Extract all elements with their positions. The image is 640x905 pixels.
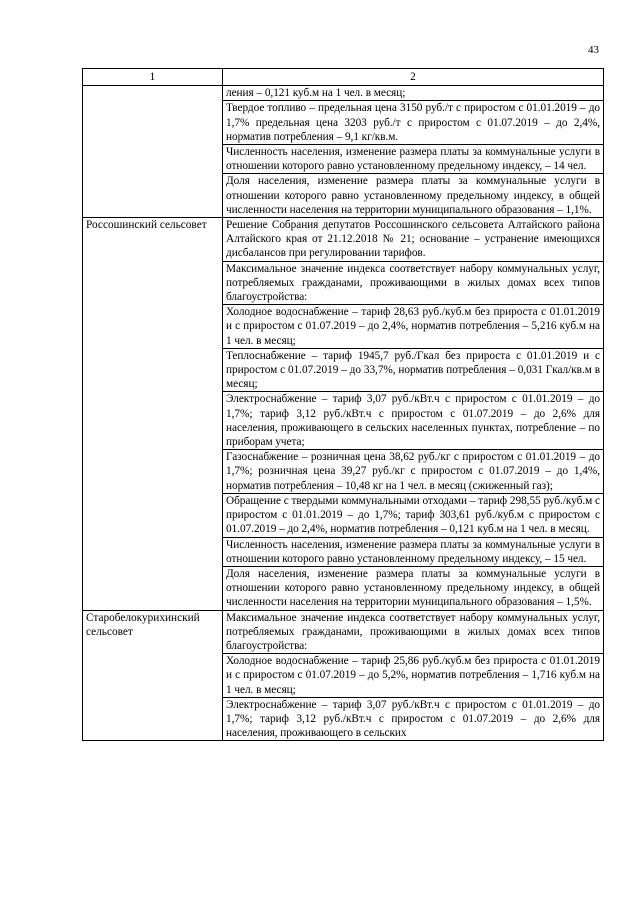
table-row	[83, 218, 604, 610]
description-paragraph: Численность населения, изменение размера платы за коммунальные услуги в отношении которого равно установленному предельному индексу, – 14 чел.	[223, 145, 603, 174]
document-table	[82, 68, 604, 741]
description-paragraph: Холодное водоснабжение – тариф 28,63 руб./куб.м без прироста с 01.01.2019 и с приростом с 01.07.2019 – до 2,4%, норматив потребления – 5,216 куб.м на 1 чел. в месяц;	[223, 305, 603, 349]
description-paragraph: Обращение с твердыми коммунальными отходами – тариф 298,55 руб./куб.м с приростом с 01.01.2019 – до 1,7%; тариф 303,61 руб./куб.м с приростом с 01.07.2019 – до 2,4%, норматив потребления – 0,121 куб.м на 1 чел. в месяц.	[223, 494, 603, 538]
description-paragraph: Численность населения, изменение размера платы за коммунальные услуги в отношении которого равно установленному предельному индексу, – 15 чел.	[223, 538, 603, 567]
description-paragraph: Доля населения, изменение размера платы за коммунальные услуги в отношении которого равно установленному предельному индексу, в общей численности населения на территории муниципального образования – 1,1%.	[226, 175, 600, 216]
description-paragraph: Твердое топливо – предельная цена 3150 руб./т с приростом с 01.01.2019 – до 1,7% предельная цена 3203 руб./т с приростом с 01.07.2019 – до 2,4%, норматив потребления – 9,1 кг/кв.м.	[223, 101, 603, 145]
table-row	[83, 86, 604, 218]
description-paragraph: Электроснабжение – тариф 3,07 руб./кВт.ч с приростом с 01.01.2019 – до 1,7%; тариф 3,12 руб./кВт.ч с приростом с 01.07.2019 – до 2,6% для населения, проживающего в сельских населенных пунктах, потребление – по приборам учета;	[223, 392, 603, 450]
description-paragraph: Электроснабжение – тариф 3,07 руб./кВт.ч с приростом с 01.01.2019 – до 1,7%; тариф 3,12 руб./кВт.ч с приростом с 01.07.2019 – до 2,6% для населения, проживающего в сельских	[226, 698, 600, 740]
description-paragraph: Доля населения, изменение размера платы за коммунальные услуги в отношении которого равно установленному предельному индексу, в общей численности населения на территории муниципального образования – 1,5%.	[226, 567, 600, 609]
column-header-2: 2	[223, 69, 604, 86]
municipality-name: Россошинский сельсовет	[83, 218, 223, 610]
description-cell	[223, 218, 604, 610]
municipality-name: Старобелокурихинский сельсовет	[83, 610, 223, 741]
description-paragraph: Теплоснабжение – тариф 1945,7 руб./Гкал без прироста с 01.01.2019 и с приростом с 01.07.2019 – до 33,7%, норматив потребления – 0,031 Гкал/кв.м в месяц;	[223, 349, 603, 393]
description-paragraph: ления – 0,121 куб.м на 1 чел. в месяц;	[223, 86, 603, 101]
municipality-name	[83, 86, 223, 218]
description-cell	[223, 86, 604, 218]
description-paragraph: Решение Собрания депутатов Россошинского сельсовета Алтайского района Алтайского края от 21.12.2018 № 21; основание – устранение имеющихся дисбалансов при регулировании тарифов.	[223, 218, 603, 262]
description-paragraph: Максимальное значение индекса соответствует набору коммунальных услуг, потребляемых гражданами, проживающими в жилых домах всех типов благоустройства:	[223, 262, 603, 306]
description-paragraph: Газоснабжение – розничная цена 38,62 руб./кг с приростом с 01.01.2019 – до 1,7%; розничная цена 39,27 руб./кг с приростом с 01.07.2019 – до 1,4%, норматив потребления – 10,48 кг на 1 чел. в месяц (сжиженный газ);	[223, 450, 603, 494]
column-header-1: 1	[83, 69, 223, 86]
description-paragraph: Холодное водоснабжение – тариф 25,86 руб./куб.м без прироста с 01.01.2019 и с приростом с 01.07.2019 – до 5,2%, норматив потребления – 1,716 куб.м на 1 чел. в месяц;	[223, 654, 603, 698]
description-paragraph: Максимальное значение индекса соответствует набору коммунальных услуг, потребляемых гражданами, проживающими в жилых домах всех типов благоустройства:	[223, 611, 603, 655]
page-number: 43	[588, 44, 599, 56]
table-header-row	[83, 69, 604, 86]
description-cell	[223, 610, 604, 741]
table-row	[83, 610, 604, 741]
